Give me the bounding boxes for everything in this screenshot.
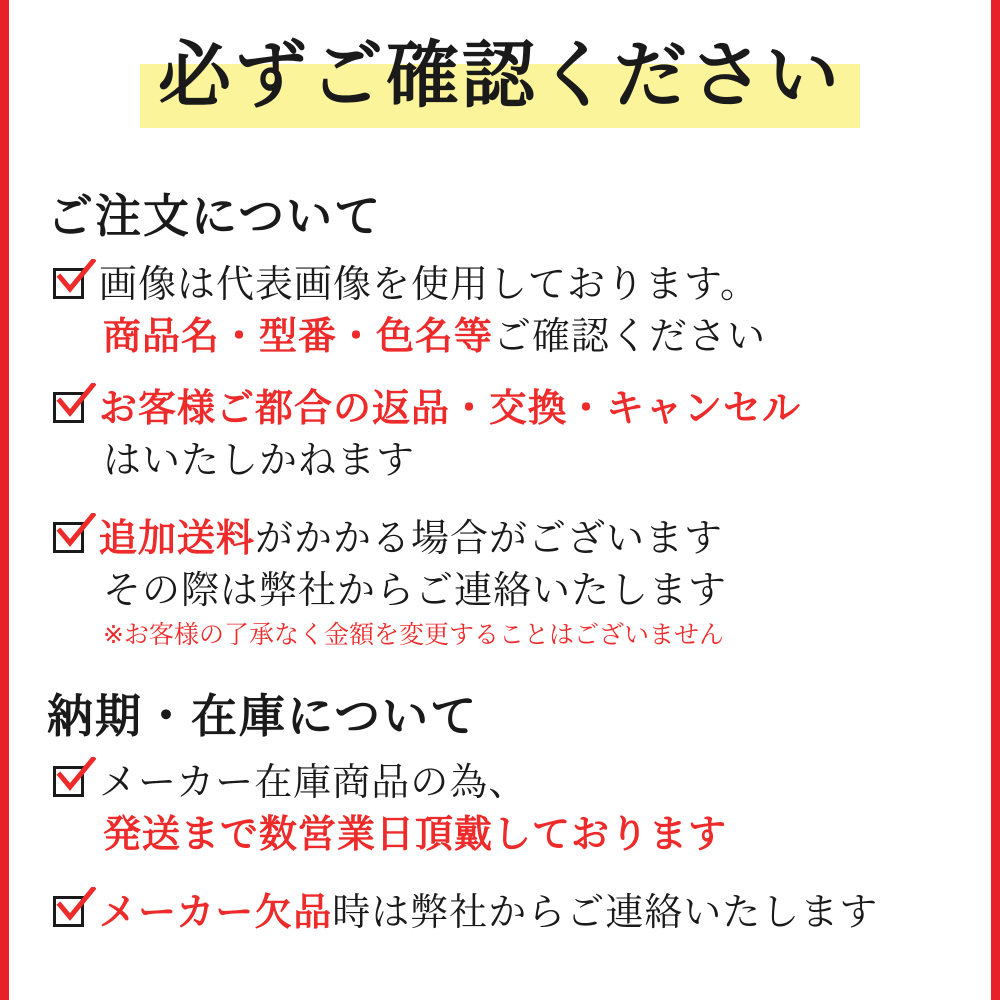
list-item-outofstock-notice	[53, 886, 963, 938]
image-notice-line1: 画像は代表画像を使用しております。	[99, 262, 759, 306]
image-notice-line2	[99, 310, 963, 362]
outofstock-notice-line1-red: メーカー欠品	[99, 890, 333, 934]
notice-content	[9, 0, 991, 1000]
checkbox-checked-icon	[53, 762, 91, 800]
checkbox-checked-icon	[53, 518, 91, 556]
stock-notice-line1: メーカー在庫商品の為、	[99, 760, 528, 804]
section-heading-delivery: 納期・在庫について	[47, 689, 479, 743]
section-heading-order: ご注文について	[47, 189, 383, 243]
list-item-return-notice	[53, 382, 963, 487]
page-title-banner	[9, 30, 991, 121]
title-band	[148, 30, 852, 121]
return-notice-line1: お客様ご都合の返品・交換・キャンセル	[99, 386, 802, 430]
shipping-notice-footnote: ※お客様の了承なく金額を変更することはございません	[103, 619, 724, 649]
checkbox-checked-icon	[53, 388, 91, 426]
shipping-notice-line1-red: 追加送料	[99, 516, 256, 560]
checkbox-checked-icon	[53, 892, 91, 930]
outofstock-notice-line1	[99, 886, 963, 938]
image-notice-line2-red: 商品名・型番・色名等	[103, 314, 494, 359]
return-notice-line2: はいたしかねます	[103, 438, 416, 483]
list-item-shipping-notice	[53, 512, 963, 652]
shipping-notice-line2: その際は弊社からご連絡いたします	[103, 568, 728, 613]
outofstock-notice-line1-black: 時は弊社からご連絡いたします	[332, 890, 879, 934]
page-title: 必ずご確認ください	[158, 33, 842, 118]
shipping-notice-line1	[99, 512, 963, 564]
shipping-notice-line1-black: がかかる場合がございます	[255, 516, 724, 560]
stock-notice-line2: 発送まで数営業日頂戴しております	[103, 812, 728, 857]
list-item-stock-notice	[53, 756, 963, 861]
checkbox-checked-icon	[53, 264, 91, 302]
image-notice-line2-black: ご確認ください	[493, 314, 767, 359]
list-item-image-notice	[53, 258, 963, 363]
